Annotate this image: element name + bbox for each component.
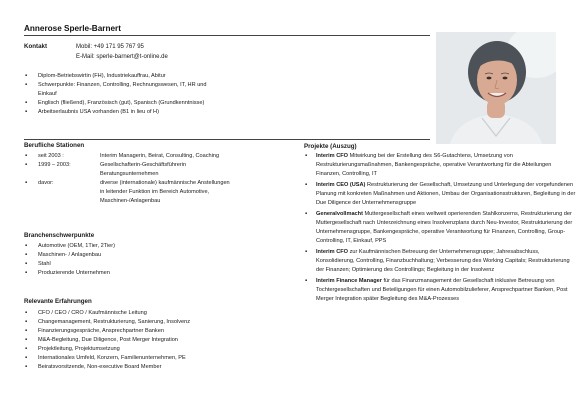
contact-details: [76, 42, 168, 62]
project-item: [304, 210, 576, 246]
list-item: ▪ Arbeitserlaubnis USA vorhanden (B1 in lieu of H): [24, 108, 294, 117]
stations-title: Berufliche Stationen: [24, 142, 85, 149]
project-text: Muttergesellschaft eines weltweit operierenden Stahlkonzerns, Restrukturierung der Muttergesellschaft nach Unterzeichnung eines Insolvenzplans durch Neu-Investor, Restrukturierung der Unternehmensgruppe, Bankengespräche, operative Verantwortung für Finanzen, Controlling, Group-Controlling, IT, Einkauf, PPS: [316, 211, 573, 244]
project-role: Interim CFO: [316, 153, 349, 159]
project-role: Interim CFO: [316, 249, 349, 255]
station-date: ▪ 1999 – 2003:: [24, 161, 100, 179]
experience-list: [24, 309, 294, 372]
section-divider: [24, 139, 430, 140]
portrait-icon: [436, 32, 556, 144]
list-item: ▪ M&A-Begleitung, Due Diligence, Post Merger Integration: [24, 336, 294, 345]
station-date: ▪ seit 2003 :: [24, 152, 100, 161]
person-name: Annerose Sperle-Barnert: [24, 24, 121, 33]
list-item: ▪ Englisch (fließend), Französisch (gut), Spanisch (Grundkenntnisse): [24, 99, 294, 108]
contact-label: Kontakt: [24, 43, 48, 50]
stations-list: [24, 152, 294, 206]
station-description: diverse (internationale) kaufmännische Anstellungen in leitender Funktion im Bereich Automotive, Maschinen-/Anlagenbau: [100, 180, 230, 204]
list-item: ▪ Internationales Umfeld, Konzern, Familienunternehmen, PE: [24, 354, 294, 363]
project-text: zur Kaufmännischen Betreuung der Unternehmensgruppe; Jahresabschluss, Konsolidierung, Controlling, Finanzbuchhaltung; Verbesserung des Working Capitals; Restrukturierung der Finanzen; Optimierung des Controllings; Begleitung in der Insolvenz: [316, 249, 570, 273]
list-item: ▪ CFO / CEO / CRO / Kaufmännische Leitung: [24, 309, 294, 318]
station-row: [24, 152, 294, 161]
project-role: Interim CEO (USA): [316, 182, 366, 188]
project-item: [304, 152, 576, 179]
email-address[interactable]: E-Mail: sperle-barnert@t-online.de: [76, 54, 168, 60]
project-role: Interim Finance Manager: [316, 278, 382, 284]
project-item: [304, 277, 576, 304]
station-description: Interim Managerin, Beirat, Consulting, Coaching: [100, 153, 220, 159]
list-item: ▪ Finanzierungsgespräche, Ansprechpartner Banken: [24, 327, 294, 336]
profile-list: [24, 72, 294, 117]
header-divider: [24, 35, 430, 36]
station-date: ▪ davor:: [24, 179, 100, 206]
project-item: [304, 248, 576, 275]
station-row: [24, 179, 294, 206]
list-item: ▪ Diplom-Betriebswirtin (FH), Industriekauffrau, Abitur: [24, 72, 294, 81]
list-item: ▪ Automotive (OEM, 1Tier, 2Tier): [24, 242, 294, 251]
project-text: für das Finanzmanagement der Gesellschaft inklusive Betreuung von Tochtergesellschaften und Beteiligungen für einen Automobilzulieferer, Ansprechpartner Banken, Post Merger Integration später Begleitung des M&A-Prozesses: [316, 278, 568, 302]
industries-list: [24, 242, 294, 278]
project-text: Mitwirkung bei der Erstellung des S6-Gutachtens, Umsetzung von Restrukturierungsmaßnahmen, Bankengespräche, operative Verantwortung für die Abteilungen Finanzen, Controlling, IT: [316, 153, 552, 177]
projects-title: Projekte (Auszug): [304, 143, 357, 150]
project-role: Generalvollmacht: [316, 211, 363, 217]
project-text: Restrukturierung der Gesellschaft, Umsetzung und Unterlegung der vorgefundenen Planung mit konkreten Maßnahmen und Aktionen, Umbau der Organisationsstrukturen, Begleitung in der Due Diligence der Unternehmensgruppe: [316, 182, 576, 206]
list-item: ▪ Beiratsvorsitzende, Non-executive Board Member: [24, 363, 294, 372]
station-description: Gesellschafterin-Geschäftsführerin Beratungsunternehmen: [100, 162, 187, 177]
list-item: ▪ Projektleitung, Projektumsetzung: [24, 345, 294, 354]
list-item: ▪ Maschinen- / Anlagenbau: [24, 251, 294, 260]
list-item: ▪ Produzierende Unternehmen: [24, 269, 294, 278]
industries-title: Branchenschwerpunkte: [24, 232, 95, 239]
project-item: [304, 181, 576, 208]
list-item: ▪ Schwerpunkte: Finanzen, Controlling, Rechnungswesen, IT, HR und: [24, 81, 294, 90]
list-item: ▪ Stahl: [24, 260, 294, 269]
mobile-number: Mobil: +49 171 95 767 95: [76, 44, 144, 50]
experience-title: Relevante Erfahrungen: [24, 298, 92, 305]
projects-list: [304, 152, 576, 306]
list-item: Einkauf: [38, 91, 57, 97]
list-item: ▪ Changemanagement, Restrukturierung, Sanierung, Insolvenz: [24, 318, 294, 327]
station-row: [24, 161, 294, 179]
portrait-photo: [436, 32, 556, 144]
